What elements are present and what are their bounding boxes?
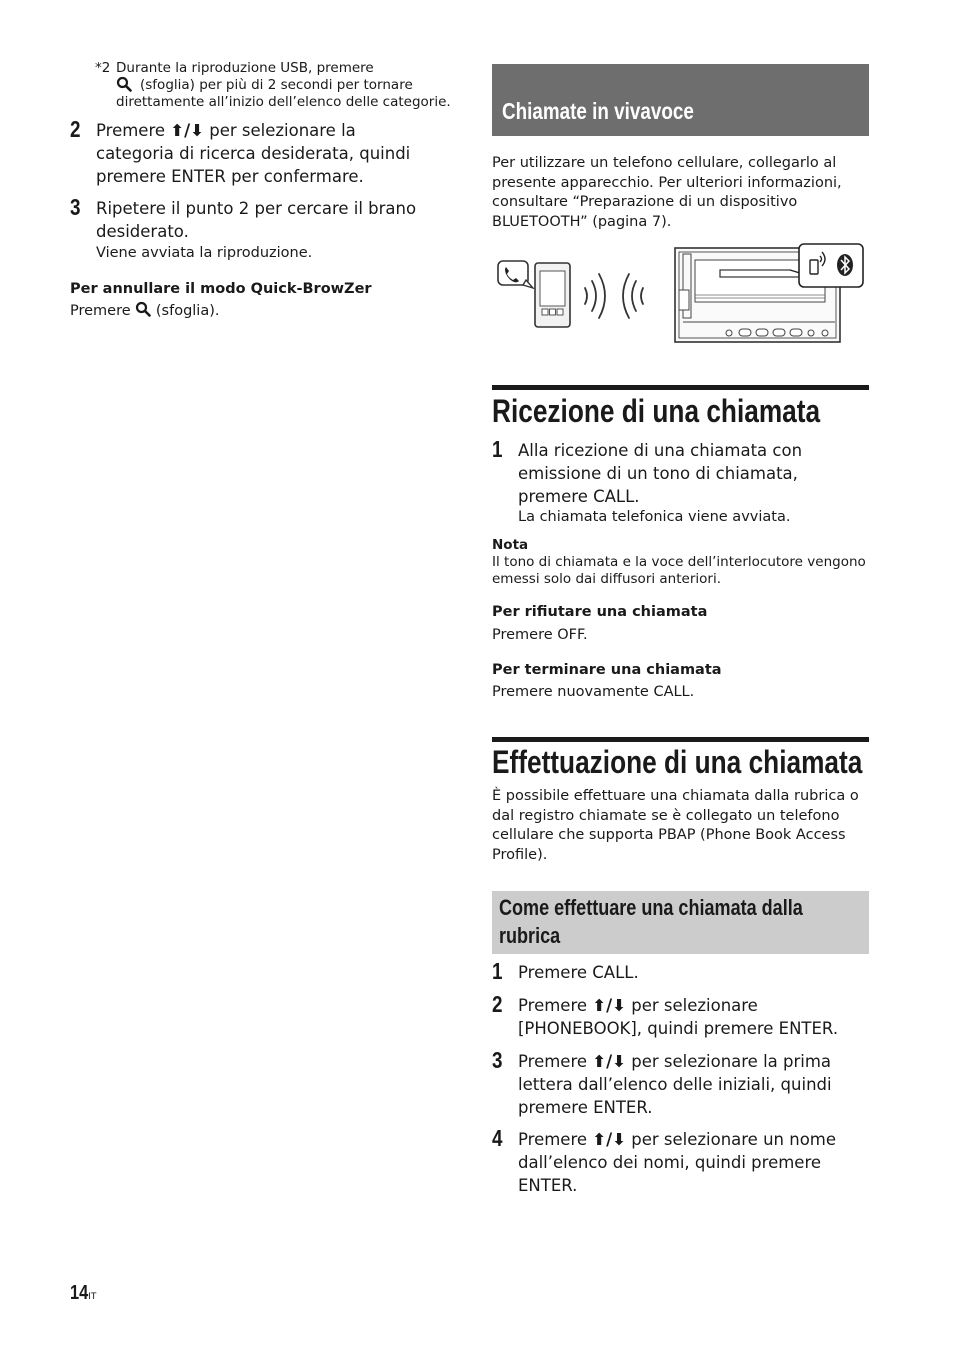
footnote-marker: *2 <box>95 60 111 76</box>
cancel-text <box>70 301 220 322</box>
step-number: 1 <box>492 436 503 462</box>
paragraph-line: cellulare che supporta PBAP (Phone Book Access <box>492 827 846 843</box>
step-text: dall’elenco dei nomi, quindi premere <box>518 1153 822 1172</box>
step-text: premere CALL. <box>518 487 640 506</box>
make-intro <box>492 787 872 865</box>
pb-step-1 <box>518 961 868 984</box>
page-number <box>70 1282 100 1304</box>
step-text: per selezionare un nome <box>631 1130 837 1149</box>
end-text: Premere nuovamente CALL. <box>492 684 695 700</box>
subsection-title <box>499 894 803 950</box>
paragraph-line: presente apparecchio. Per ulteriori informazioni, <box>492 174 842 191</box>
make-title: Effettuazione di una chiamata <box>492 744 863 780</box>
step-text: Premere CALL. <box>518 963 639 982</box>
section-rule <box>492 737 869 742</box>
up-down-arrows-icon: ⬆/⬇ <box>592 996 626 1015</box>
step-number: 4 <box>492 1125 503 1151</box>
step-3-note: Viene avviata la riproduzione. <box>96 245 313 261</box>
footnote-line-3: direttamente all’inizio dell’elenco delle categorie. <box>116 94 451 110</box>
step-text: Premere <box>518 1130 588 1149</box>
smartphone-icon <box>535 263 570 327</box>
pb-step-2 <box>518 994 868 1040</box>
cancel-text-a: Premere <box>70 303 131 319</box>
phone-call-icon <box>498 261 533 288</box>
step-3-text <box>96 197 466 243</box>
step-2-text <box>96 119 466 188</box>
reject-text: Premere OFF. <box>492 627 588 643</box>
bluetooth-connection-illustration <box>495 240 867 346</box>
paragraph-line: consultare “Preparazione di un dispositivo <box>492 194 798 210</box>
magnifier-icon <box>135 301 151 317</box>
receive-title: Ricezione di una chiamata <box>492 393 821 429</box>
step-text: premere ENTER per confermare. <box>96 167 364 186</box>
paragraph-line: È possibile effettuare una chiamata dalla rubrica o <box>492 788 859 804</box>
step-text: per selezionare la <box>209 121 356 140</box>
signal-waves-icon <box>585 274 643 318</box>
end-heading: Per terminare una chiamata <box>492 662 722 678</box>
step-text: [PHONEBOOK], quindi premere ENTER. <box>518 1019 839 1038</box>
cancel-text-b: (sfoglia). <box>155 303 220 319</box>
step-text: emissione di un tono di chiamata, <box>518 464 798 483</box>
nota-line: emessi solo dai diffusori anteriori. <box>492 571 721 587</box>
step-text: ENTER. <box>518 1176 578 1195</box>
paragraph-line: dal registro chiamate se è collegato un telefono <box>492 807 840 824</box>
cancel-heading: Per annullare il modo Quick-BrowZer <box>70 281 372 297</box>
page-number-value: 14 <box>70 1282 89 1304</box>
step-number: 2 <box>70 116 81 142</box>
footnote-line-2: (sfoglia) per più di 2 secondi per tornare <box>140 77 413 93</box>
receive-step-1 <box>518 439 868 508</box>
step-text: categoria di ricerca desiderata, quindi <box>96 144 411 163</box>
step-text: Premere <box>518 1052 588 1071</box>
up-down-arrows-icon: ⬆/⬇ <box>592 1052 626 1071</box>
up-down-arrows-icon: ⬆/⬇ <box>170 121 204 140</box>
up-down-arrows-icon: ⬆/⬇ <box>592 1130 626 1149</box>
bluetooth-icon <box>790 244 863 287</box>
step-text: premere ENTER. <box>518 1098 653 1117</box>
paragraph-line: Profile). <box>492 846 548 863</box>
nota-label: Nota <box>492 537 529 553</box>
step-text: lettera dall’elenco delle iniziali, quindi <box>518 1075 832 1094</box>
pb-step-4 <box>518 1128 868 1197</box>
section-title: Chiamate in vivavoce <box>502 98 694 124</box>
paragraph-line: Per utilizzare un telefono cellulare, collegarlo al <box>492 155 837 171</box>
step-number: 3 <box>492 1047 503 1073</box>
section-band <box>492 64 869 136</box>
subsection-title-line: rubrica <box>499 923 561 948</box>
step-text: Premere <box>518 996 588 1015</box>
step-text: per selezionare la prima <box>631 1052 832 1071</box>
step-number: 2 <box>492 991 503 1017</box>
section-intro <box>492 154 872 232</box>
step-text: Premere <box>96 121 166 140</box>
step-text: Alla ricezione di una chiamata con <box>518 441 803 460</box>
subsection-title-line: Come effettuare una chiamata dalla <box>499 895 803 920</box>
step-number: 1 <box>492 958 503 984</box>
page-number-suffix: IT <box>88 1292 97 1302</box>
step-text: Ripetere il punto 2 per cercare il brano <box>96 199 417 218</box>
footnote-line-1: Durante la riproduzione USB, premere <box>116 60 374 76</box>
reject-heading: Per rifiutare una chiamata <box>492 604 708 620</box>
step-number: 3 <box>70 194 81 220</box>
paragraph-line: BLUETOOTH” (pagina 7). <box>492 213 672 230</box>
section-rule <box>492 385 869 390</box>
subsection-band <box>492 891 869 954</box>
step-text: per selezionare <box>631 996 758 1015</box>
step-text: desiderato. <box>96 222 189 241</box>
nota-line: Il tono di chiamata e la voce dell’interlocutore vengono <box>492 554 866 570</box>
pb-step-3 <box>518 1050 868 1119</box>
receive-step-note: La chiamata telefonica viene avviata. <box>518 509 791 525</box>
magnifier-icon <box>116 75 132 94</box>
